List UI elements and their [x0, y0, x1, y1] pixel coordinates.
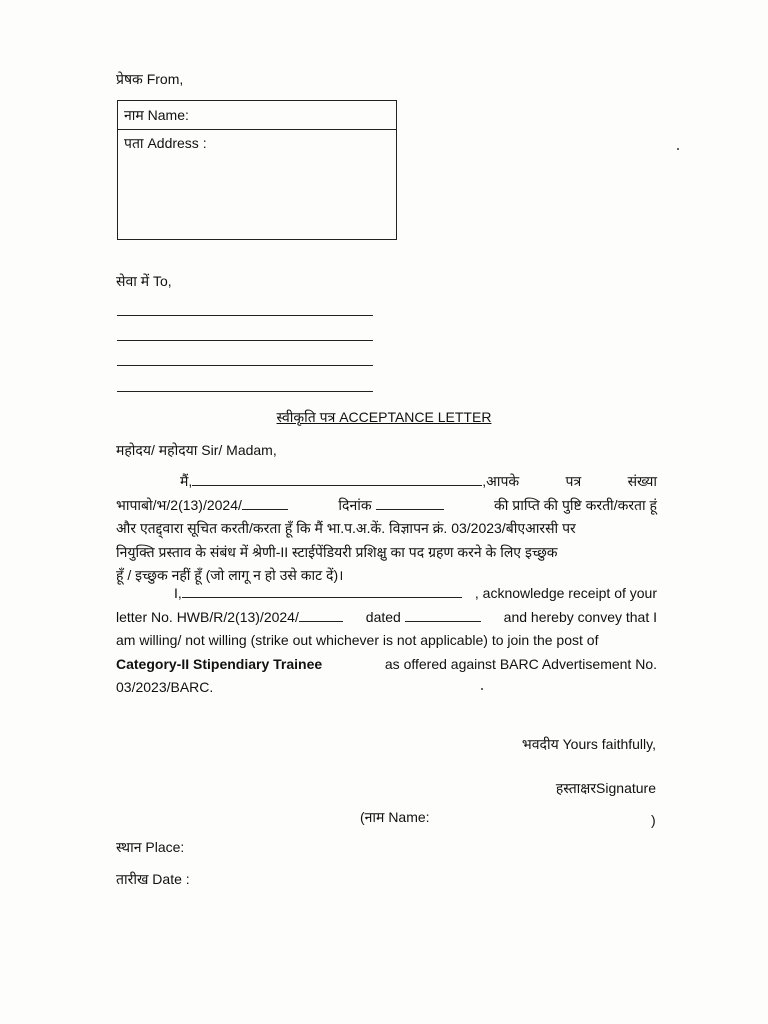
recipient-line-1[interactable] — [117, 315, 373, 316]
recipient-line-2[interactable] — [117, 340, 373, 341]
english-dated: dated — [365, 608, 401, 625]
hindi-acknowledge: की प्राप्ति की पुष्टि करती/करता हूं — [494, 496, 657, 513]
english-line-4 — [116, 653, 657, 677]
english-name-blank[interactable] — [182, 584, 462, 598]
signatory-name-label[interactable]: (नाम Name: — [360, 809, 430, 825]
english-line-2 — [116, 606, 657, 630]
signature-label[interactable]: हस्ताक्षरSignature — [555, 780, 656, 796]
yours-faithfully: भवदीय Yours faithfully, — [521, 736, 656, 752]
scan-speck — [481, 688, 483, 690]
from-label: प्रेषक From, — [116, 71, 184, 87]
hindi-name-prefix: मैं, — [180, 473, 193, 489]
english-line-1 — [116, 582, 657, 606]
english-paragraph — [116, 582, 657, 700]
letter-title: स्वीकृति पत्र ACCEPTANCE LETTER — [276, 409, 492, 425]
english-convey: and hereby convey that I — [503, 608, 657, 625]
place-label[interactable]: स्थान Place: — [116, 839, 185, 855]
english-i-prefix: I, — [174, 585, 182, 601]
hindi-dinank: दिनांक — [338, 496, 372, 513]
english-willing-text: am willing/ not willing (strike out whichever is not applicable) to join the post of — [116, 632, 599, 648]
english-acknowledge: , acknowledge receipt of your — [474, 585, 657, 601]
hindi-ref-blank[interactable] — [242, 496, 288, 510]
english-line-5: 03/2023/BARC. — [116, 679, 214, 695]
hindi-date-blank[interactable] — [376, 496, 444, 510]
hindi-line-1 — [116, 470, 657, 494]
english-line-3 — [116, 629, 657, 653]
hindi-letter-ref: भापाबो/भ/2(13)/2024/ — [116, 496, 242, 513]
recipient-line-4[interactable] — [117, 391, 373, 392]
hindi-patra: पत्र — [565, 473, 582, 489]
to-label: सेवा में To, — [116, 273, 172, 289]
recipient-line-3[interactable] — [117, 365, 373, 366]
scan-speck — [677, 148, 679, 150]
english-date-blank[interactable] — [405, 608, 481, 622]
salutation: महोदय/ महोदया Sir/ Madam, — [116, 442, 277, 458]
name-closing-paren: ) — [651, 812, 656, 828]
sender-name-field[interactable]: नाम Name: — [118, 101, 396, 130]
english-post-name: Category-II Stipendiary Trainee — [116, 655, 323, 672]
hindi-line-4: नियुक्ति प्रस्ताव के संबंध में श्रेणी-II स्टाईपेंडियरी प्रशिक्षु का पद ग्रहण करने के लिए इच्छुक — [116, 543, 558, 560]
hindi-line-5: हूँ / इच्छुक नहीं हूँ (जो लागू न हो उसे काट दें)। — [116, 567, 344, 583]
hindi-aapke: ,आपके — [482, 473, 520, 489]
sender-box — [117, 100, 397, 240]
english-advert-text: as offered against BARC Advertisement No. — [384, 655, 657, 672]
english-ref-blank[interactable] — [299, 608, 343, 622]
english-letter-ref: letter No. HWB/R/2(13)/2024/ — [116, 608, 299, 625]
date-label[interactable]: तारीख Date : — [116, 871, 190, 887]
hindi-sankhya: संख्या — [627, 473, 657, 489]
hindi-line-2 — [116, 494, 657, 518]
sender-address-field[interactable]: पता Address : — [124, 135, 207, 151]
hindi-paragraph — [116, 470, 657, 588]
hindi-name-blank[interactable] — [192, 472, 482, 486]
hindi-line-3: और एतद्द्वारा सूचित करती/करता हूँ कि मैं भा.प.अ.कें. विज्ञापन क्रं. 03/2023/बीएआरसी पर — [116, 520, 576, 536]
